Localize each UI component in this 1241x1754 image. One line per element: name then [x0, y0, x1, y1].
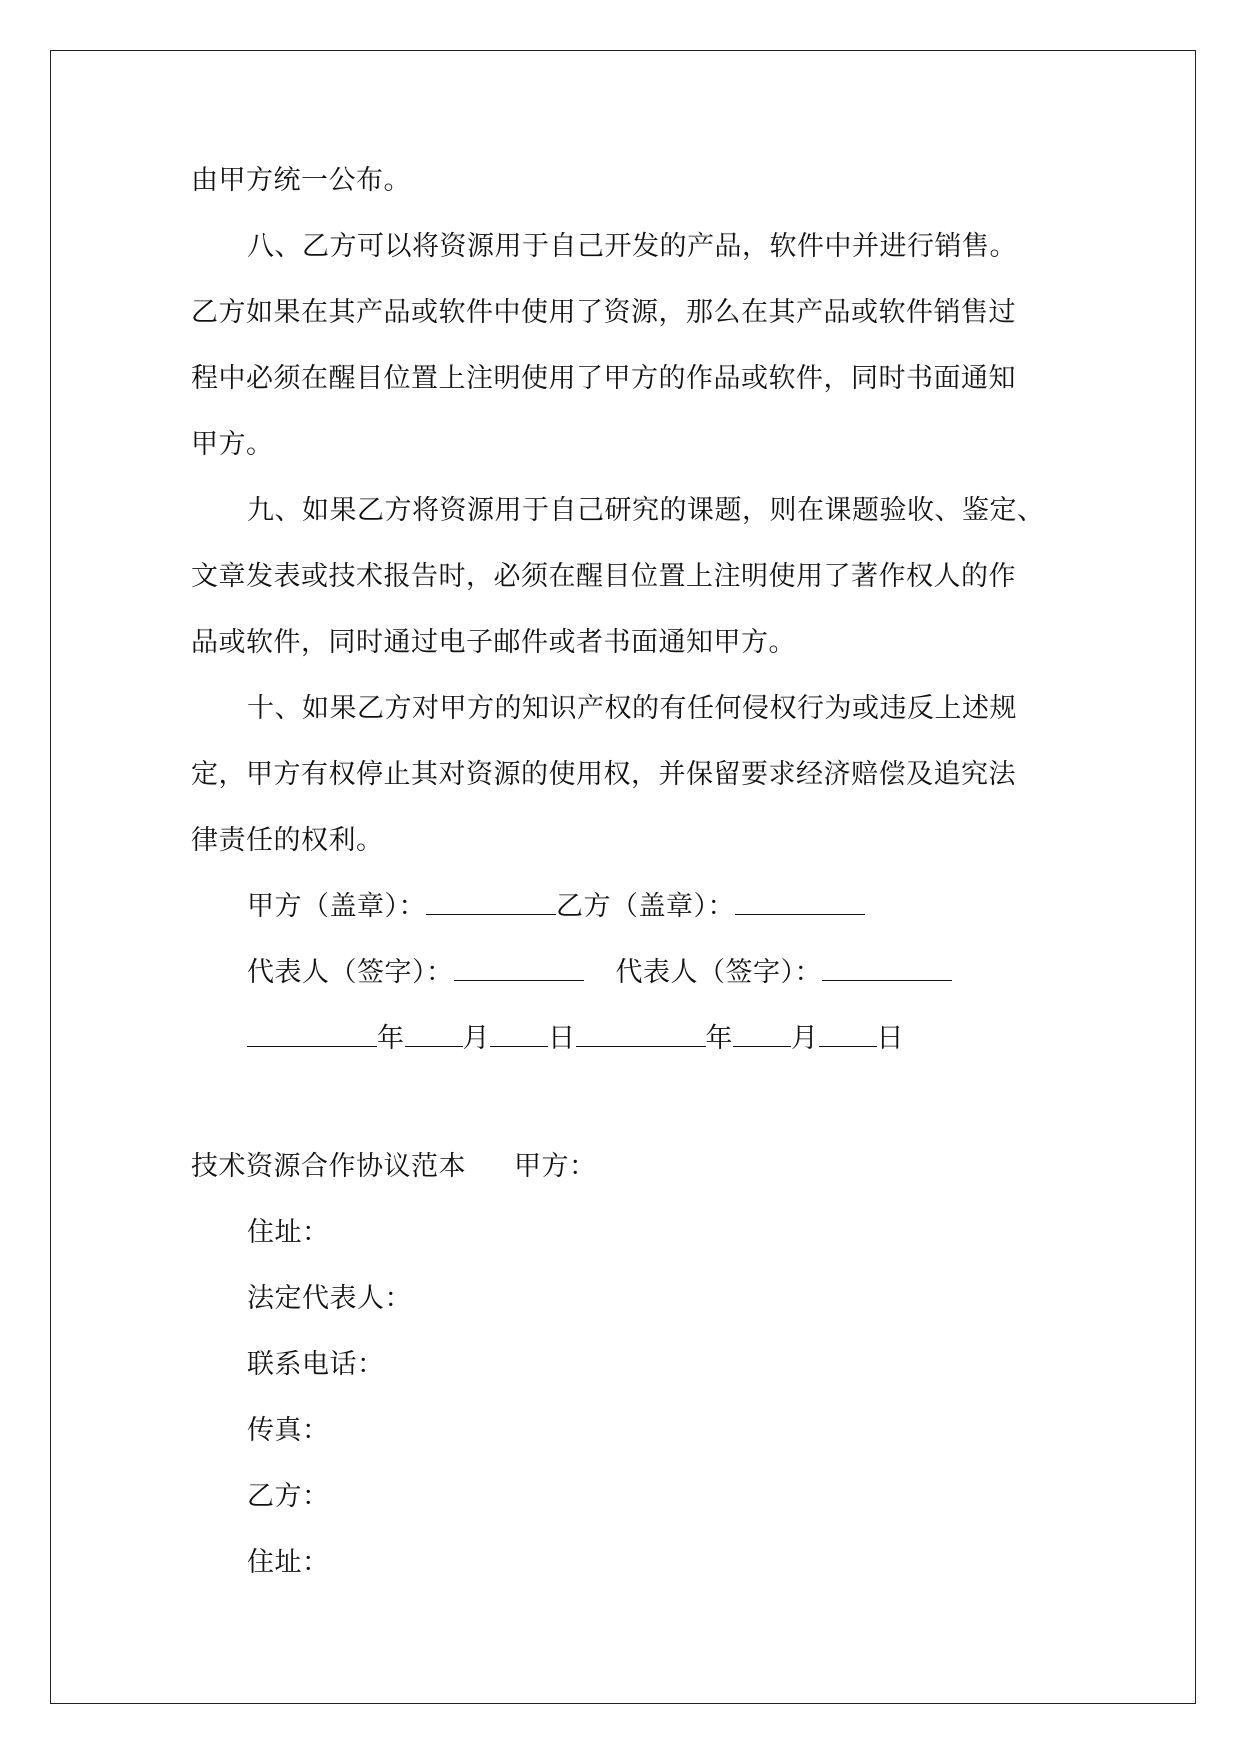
year-b-label: 年 [705, 1023, 733, 1054]
date-row [247, 1022, 904, 1056]
party-b-seal-label: 乙方（盖章）： [556, 891, 735, 922]
year-b-blank [576, 1022, 706, 1047]
year-a-label: 年 [377, 1023, 405, 1054]
clause-9-start: 九、如果乙方将资源用于自己研究的课题，则在课题验收、鉴定、 [247, 495, 1045, 526]
clause-8-start: 八、乙方可以将资源用于自己开发的产品，软件中并进行销售。 [247, 231, 1017, 262]
day-b-blank [819, 1022, 877, 1047]
party-a-seal-blank [426, 890, 556, 915]
month-a-label: 月 [462, 1023, 490, 1054]
seal-row [247, 890, 865, 924]
month-a-blank [405, 1022, 463, 1047]
rep-b-blank [822, 956, 952, 981]
text-line: 乙方如果在其产品或软件中使用了资源，那么在其产品或软件销售过 [191, 297, 1016, 328]
address-b: 住址： [247, 1547, 330, 1578]
day-b-label: 日 [876, 1023, 904, 1054]
clause-10-start: 十、如果乙方对甲方的知识产权的有任何侵权行为或违反上述规 [247, 693, 1017, 724]
party-a-seal-label: 甲方（盖章）： [247, 891, 426, 922]
text-line: 由甲方统一公布。 [191, 165, 411, 196]
rep-a-label: 代表人（签字）： [247, 957, 454, 988]
fax: 传真： [247, 1415, 330, 1446]
month-b-label: 月 [791, 1023, 819, 1054]
party-b-seal-blank [735, 890, 865, 915]
text-line: 甲方。 [191, 429, 274, 460]
text-line: 律责任的权利。 [191, 825, 384, 856]
legal-representative: 法定代表人： [247, 1283, 412, 1314]
contact-phone: 联系电话： [247, 1349, 385, 1380]
year-a-blank [247, 1022, 377, 1047]
text-line: 程中必须在醒目位置上注明使用了甲方的作品或软件，同时书面通知 [191, 363, 1016, 394]
day-a-blank [490, 1022, 548, 1047]
month-b-blank [733, 1022, 791, 1047]
text-line: 定，甲方有权停止其对资源的使用权，并保留要求经济赔偿及追究法 [191, 759, 1016, 790]
rep-b-label: 代表人（签字）： [615, 957, 822, 988]
rep-a-blank [454, 956, 584, 981]
address-a: 住址： [247, 1217, 330, 1248]
party-b-label: 乙方： [247, 1481, 330, 1512]
text-line: 品或软件，同时通过电子邮件或者书面通知甲方。 [191, 627, 796, 658]
text-line: 文章发表或技术报告时，必须在醒目位置上注明使用了著作权人的作 [191, 561, 1016, 592]
second-doc-title: 技术资源合作协议范本 [191, 1151, 466, 1182]
day-a-label: 日 [548, 1023, 576, 1054]
representative-row [247, 956, 952, 990]
party-a-label: 甲方： [514, 1151, 597, 1182]
second-doc-title-row [191, 1150, 597, 1184]
